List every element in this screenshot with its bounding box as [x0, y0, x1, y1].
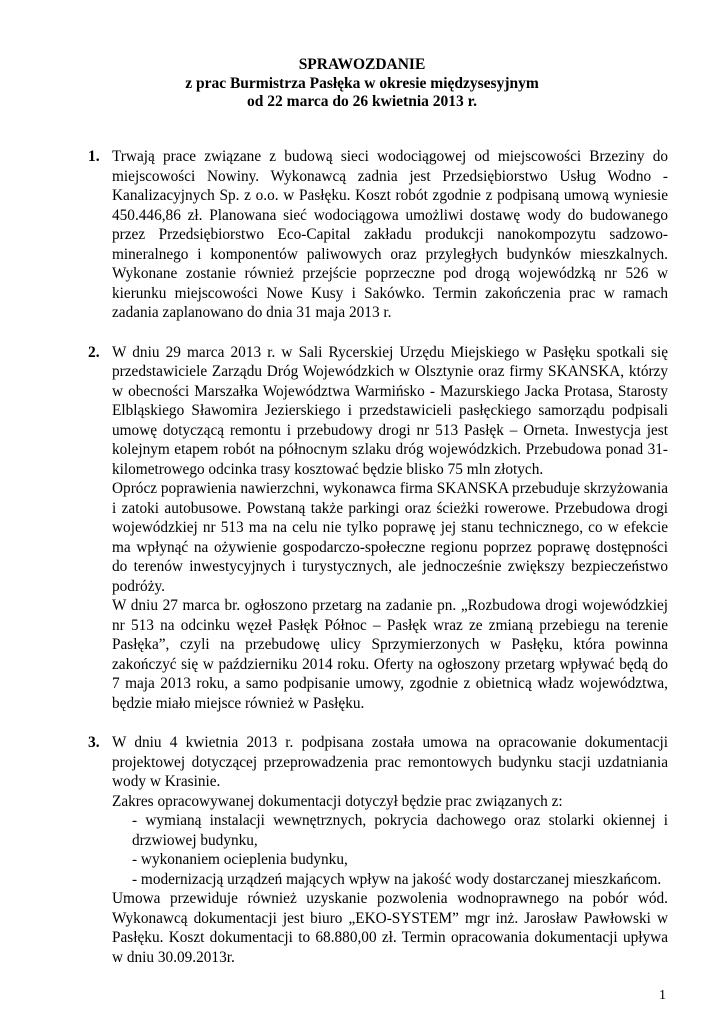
- item-paragraph: W dniu 29 marca 2013 r. w Sali Rycerskiej Urzędu Miejskiego w Pasłęku spotkali się przedstawiciele Zarządu Dróg Wojewódzkich w Olsztynie oraz firmy SKANSKA, którzy w obecności Marszałka Województwa Warmińsko - Mazurskiego Jacka Protasa, Starosty Elbląskiego Sławomira Jezierskiego i przedstawicieli pasłęckiego samorządu podpisali umowę dotyczącą remontu i przebudowy drogi nr 513 Pasłęk – Orneta. Inwestycja jest kolejnym etapem robót na północnym szlaku dróg wojewódzkich. Przebudowa ponad 31-kilometrowego odcinka trasy kosztować będzie blisko 75 mln złotych.: [112, 343, 668, 478]
- item-paragraph: W dniu 4 kwietnia 2013 r. podpisana została umowa na opracowanie dokumentacji projektowej dotyczącej przeprowadzenia prac remontowych budynku stacji uzdatniania wody w Krasinie.: [112, 734, 668, 790]
- list-item: - wykonaniem ocieplenia budynku,: [132, 851, 348, 868]
- item-paragraph: W dniu 27 marca br. ogłoszono przetarg na zadanie pn. „Rozbudowa drogi wojewódzkiej nr 513 na odcinku węzeł Pasłęk Północ – Pasłęk wraz ze zmianą przebiegu na terenie Pasłęka”, czyli na przebudowę ulicy Sprzymierzonych w Pasłęku, która powinna zakończyć się w październiku 2014 roku. Oferty na ogłoszony przetarg wpływać będą do 7 maja 2013 roku, a samo podpisanie umowy, zgodnie z obietnicą władz województwa, będzie miało miejsce również w Pasłęku.: [112, 597, 668, 712]
- list-item: - wymianą instalacji wewnętrznych, pokrycia dachowego oraz stolarki okiennej i drzwiowej budynku,: [132, 812, 668, 849]
- report-items: [88, 147, 668, 987]
- report-item-3: [88, 733, 668, 967]
- item-number: 2.: [88, 343, 100, 361]
- item-paragraph: Umowa przewiduje również uzyskanie pozwolenia wodnoprawnego na pobór wód. Wykonawcą dokumentacji jest biuro „EKO-SYSTEM” mgr inż. Jarosław Pawłowski w Pasłęku. Koszt dokumentacji to 68.880,00 zł. Termin opracowania dokumentacji upływa w dniu 30.09.2013r.: [112, 890, 668, 966]
- report-subtitle: z prac Burmistrza Pasłęka w okresie międzysesyjnym: [185, 74, 539, 92]
- list-item: - modernizacją urządzeń mających wpływ na jakość wody dostarczanej mieszkańcom.: [132, 870, 662, 888]
- item-paragraph: Oprócz poprawienia nawierzchni, wykonawca firma SKANSKA przebuduje skrzyżowania i zatoki autobusowe. Powstaną także parkingi oraz ścieżki rowerowe. Przebudowa drogi wojewódzkiej nr 513 ma na celu nie tylko poprawę jej stanu technicznego, co w efekcie ma wpłynąć na ożywienie gospodarczo-społeczne regionu poprzez poprawę dostępności do terenów inwestycyjnych i turystycznych, ale jednocześnie zwiększy bezpieczeństwo podróży.: [112, 480, 668, 595]
- scope-list: [112, 811, 668, 889]
- item-paragraph: Zakres opracowywanej dokumentacji dotyczył będzie prac związanych z:: [112, 792, 563, 810]
- report-title: SPRAWOZDANIE: [298, 56, 426, 73]
- item-number: 1.: [88, 148, 100, 165]
- report-header: [0, 56, 724, 112]
- item-paragraph: Trwają prace związane z budową sieci wodociągowej od miejscowości Brzeziny do miejscowości Nowiny. Wykonawcą zadnia jest Przedsiębiorstwo Usług Wodno -Kanalizacyjnych Sp. z o.o. w Pasłęku. Koszt robót zgodnie z podpisaną umową wyniesie 450.446,86 zł. Planowana sieć wodociągowa umożliwi dostawę wody do budowanego przez Przedsiębiorstwo Eco-Capital zakładu produkcji nanokompozytu sadzowo-mineralnego i komponentów paliwowych oraz przyległych budynków mieszkalnych. Wykonane zostanie również przejście poprzeczne pod drogą wojewódzką nr 526 w kierunku miejscowości Nowe Kusy i Sakówko. Termin zakończenia prac w ramach zadania zaplanowano do dnia 31 maja 2013 r.: [112, 148, 668, 321]
- item-number: 3.: [88, 734, 100, 751]
- report-date-range: od 22 marca do 26 kwietnia 2013 r.: [247, 93, 477, 110]
- report-item-1: [88, 147, 668, 323]
- report-item-2: [88, 343, 668, 714]
- page-number: 1: [659, 988, 666, 1003]
